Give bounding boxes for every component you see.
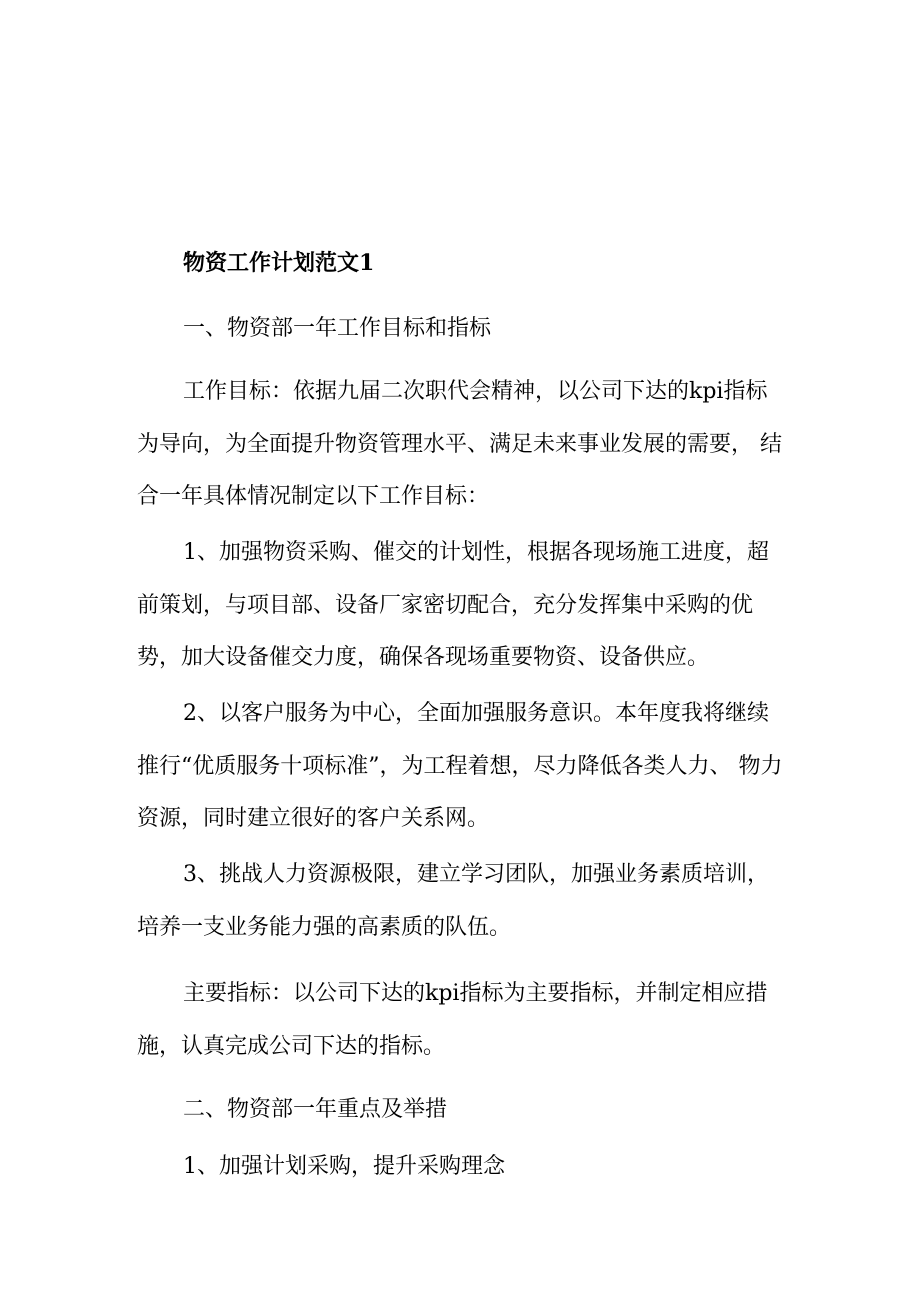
goal-item-3: 3、挑战人力资源极限，建立学习团队，加强业务素质培训，培养一支业务能力强的高素质的队伍。 [137,862,769,940]
goal-item-1: 1、加强物资采购、催交的计划性，根据各现场施工进度，超前策划，与项目部、设备厂家密切配合，充分发挥集中采购的优势，加大设备催交力度，确保各现场重要物资、设备供应。 [137,540,769,670]
main-indicator-paragraph: 主要指标：以公司下达的kpi指标为主要指标，并制定相应措施，认真完成公司下达的指标。 [137,981,768,1059]
goal-item-2: 2、以客户服务为中心，全面加强服务意识。本年度我将继续推行“优质服务十项标准”，为工程着想，尽力降低各类人力、 物力资源，同时建立很好的客户关系网。 [137,701,783,831]
section-heading-1: 一、物资部一年工作目标和指标 [183,316,492,341]
document-title: 物资工作计划范文1 [183,250,375,276]
goal-paragraph: 工作目标：依据九届二次职代会精神，以公司下达的kpi指标为导向，为全面提升物资管理水平、满足未来事业发展的需要， 结合一年具体情况制定以下工作目标： [137,379,782,509]
section-heading-2: 二、物资部一年重点及举措 [183,1097,448,1122]
section-2-item-1: 1、加强计划采购，提升采购理念 [183,1154,505,1179]
